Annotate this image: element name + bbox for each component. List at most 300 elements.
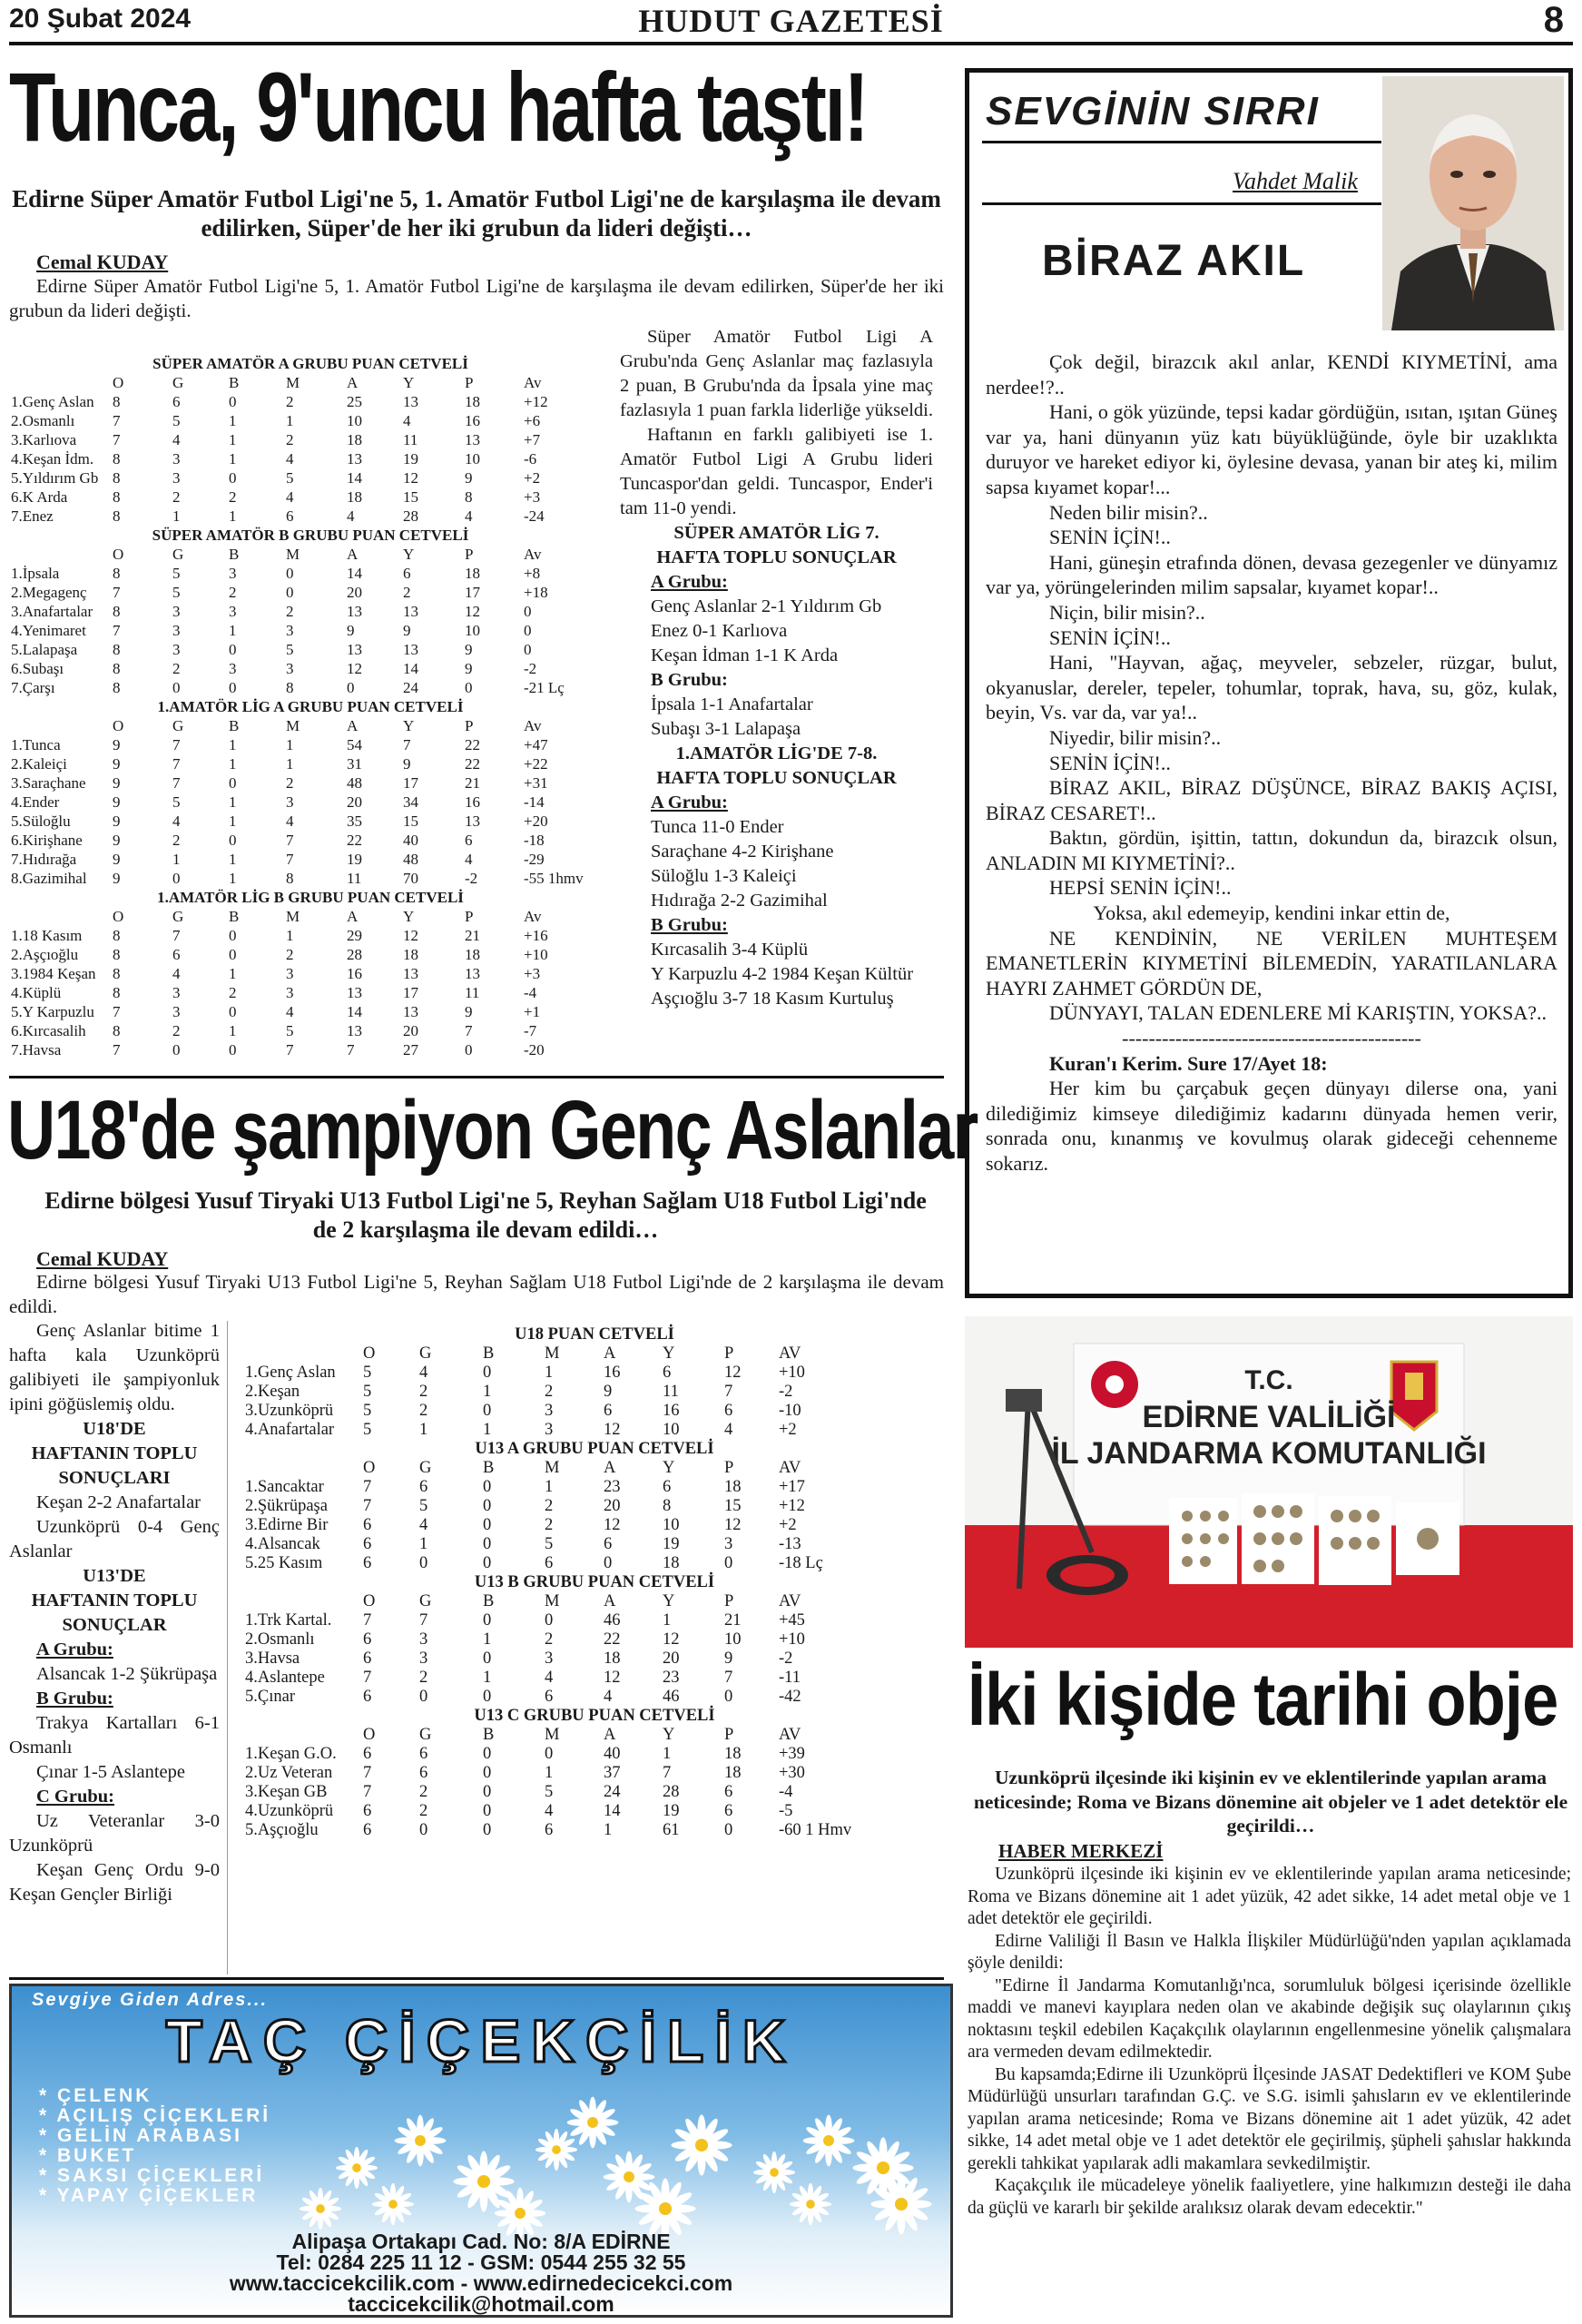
table-cell: 0 [172, 679, 181, 696]
table-cell: 6 [363, 1630, 372, 1649]
team-name: 1.Tunca [11, 736, 61, 753]
table-cell: 1 [229, 812, 237, 830]
article2-headline: U18'de şampiyon Genç Aslanlar [7, 1084, 978, 1177]
table-cell: 6 [724, 1402, 733, 1420]
team-name: 7.Çarşı [11, 679, 55, 696]
table-row [245, 1764, 944, 1783]
table-cell: +20 [524, 812, 548, 830]
table-cell: 3 [229, 565, 237, 582]
table-cell: -4 [779, 1783, 793, 1801]
standings-header-row [245, 1726, 944, 1745]
group-label: A Grubu: [651, 793, 728, 812]
table-cell: 9 [465, 469, 473, 487]
table-row [11, 564, 610, 583]
table-cell: 4 [286, 450, 294, 468]
table-cell: 9 [465, 660, 473, 677]
table-cell: 28 [347, 946, 362, 963]
table-cell: 10 [465, 450, 480, 468]
table-cell: 22 [347, 832, 362, 849]
bullet-icon: * [39, 2105, 57, 2126]
table-cell: 6 [724, 1802, 733, 1820]
table-cell: 40 [403, 832, 418, 849]
sign-line2: EDİRNE VALİLİĞİ [1142, 1400, 1396, 1434]
article1-p2: Haftanın en farklı galibiyeti ise 1. Amatör Futbol Ligi A Grubu lideri Tuncaspor'dan geldi. Tuncaspor, Ender'i tam 11-0 yendi. [620, 425, 933, 518]
result-line: Tunca 11-0 Ender [651, 817, 784, 837]
header-cell: P [465, 374, 474, 391]
table-cell: 5 [172, 412, 181, 429]
table-cell: -20 [524, 1041, 545, 1059]
table-cell: 6 [419, 1745, 428, 1763]
table-cell: 0 [483, 1821, 492, 1839]
table-cell: 0 [483, 1364, 492, 1382]
table-cell: 3 [229, 660, 237, 677]
table-cell: 20 [403, 1022, 418, 1039]
table-cell: 3 [545, 1649, 554, 1668]
ad-address: Alipaşa Ortakapı Cad. No: 8/A EDİRNE [291, 2230, 671, 2253]
group-label: A Grubu: [36, 1640, 113, 1659]
table-cell: 7 [113, 622, 121, 639]
table-cell: 0 [545, 1745, 554, 1763]
article1-body [620, 325, 933, 1011]
table-cell: 7 [419, 1611, 428, 1630]
header-cell: M [286, 546, 300, 563]
table-cell: 3 [724, 1535, 733, 1553]
table-cell: 1 [172, 507, 181, 525]
team-name: 1.Trk Kartal. [245, 1611, 332, 1630]
table-cell: -14 [524, 793, 545, 811]
table-cell: 18 [724, 1478, 742, 1496]
column-author: Vahdet Malik [1233, 168, 1358, 194]
table-cell: 9 [724, 1649, 733, 1668]
standings-title: SÜPER AMATÖR A GRUBU PUAN CETVELİ [152, 355, 468, 372]
table-row [11, 1002, 610, 1021]
ad-service-label: ÇELENK [57, 2085, 152, 2106]
table-cell: 16 [663, 1402, 680, 1420]
ad-name: TAÇ ÇİÇEKÇİLİK [165, 2007, 797, 2074]
table-cell: 8 [465, 488, 473, 506]
team-name: 7.Enez [11, 507, 54, 525]
table-cell: 5 [545, 1783, 554, 1801]
team-name: 7.Hıdırağa [11, 851, 77, 868]
column-paragraph: BİRAZ AKIL, BİRAZ DÜŞÜNCE, BİRAZ BAKIŞ AÇISI, BİRAZ CESARET!.. [986, 776, 1557, 824]
table-cell: 20 [347, 584, 362, 601]
table-row [11, 392, 610, 411]
header-cell: Av [524, 546, 542, 563]
table-cell: 7 [347, 1041, 355, 1059]
group-label: B Grubu: [36, 1689, 113, 1709]
table-cell: 2 [419, 1802, 428, 1820]
table-cell: 0 [724, 1821, 733, 1839]
ad-service-item [39, 2146, 270, 2166]
result-line: Keşan Genç Ordu 9-0 Keşan Gençler Birliği [9, 1860, 220, 1905]
table-cell: 13 [347, 984, 362, 1001]
results-title: SONUÇLAR [62, 1615, 167, 1635]
table-cell: 5 [172, 565, 181, 582]
table-cell: 3 [286, 622, 294, 639]
header-cell: M [545, 1459, 560, 1477]
column-title: SEVGİNİN SIRRI [986, 89, 1320, 133]
table-cell: 4 [545, 1669, 554, 1687]
table-cell: 7 [172, 774, 181, 792]
table-cell: 1 [483, 1421, 492, 1439]
table-cell: 0 [545, 1611, 554, 1630]
result-line: Enez 0-1 Karlıova [651, 621, 788, 641]
header-cell: AV [779, 1344, 801, 1363]
standings-header-row [11, 907, 610, 926]
bullet-icon: * [39, 2085, 58, 2106]
header-cell: B [229, 546, 240, 563]
article2-body [9, 1319, 220, 1907]
table-cell: 8 [113, 660, 121, 677]
table-cell: 2 [419, 1402, 428, 1420]
table-cell: 18 [347, 488, 362, 506]
table-cell: 4 [403, 412, 411, 429]
table-cell: 6 [363, 1535, 372, 1553]
section-divider [9, 1076, 944, 1078]
team-name: 8.Gazimihal [11, 870, 87, 887]
table-cell: 20 [663, 1649, 680, 1668]
header-cell: P [724, 1726, 734, 1744]
table-cell: 21 [465, 927, 480, 944]
table-cell: 2 [286, 946, 294, 963]
table-cell: 12 [604, 1669, 621, 1687]
table-row [245, 1402, 944, 1421]
article3-p4: Bu kapsamda;Edirne ili Uzunköprü İlçesinde JASAT Dedektifleri ve KOM Şube Müdürlüğü unsurları tarafından G.Ç. ve S.G. isimli şahısların ev ve eklentilerinde yapılan arama neticesinde; Roma ve Bizans dönemine ait 1 adet yüzük, 42 adet sikke, 14 adet metal obje ve 1 adet detektör ele geçirilmiş, şüpheli şahıslar hakkında gerekli tahkikat yapılarak adli makamlara sevkedilmiştir. [968, 2064, 1571, 2173]
table-cell: 13 [465, 812, 480, 830]
table-cell: 8 [113, 946, 121, 963]
confiscated-items-photo-icon [965, 1316, 1573, 1648]
table-cell: 16 [465, 793, 480, 811]
standings-title: U13 C GRUBU PUAN CETVELİ [474, 1707, 715, 1725]
section-divider [9, 1977, 944, 1980]
table-cell: 14 [403, 660, 418, 677]
article3-deck: Uzunköprü ilçesinde iki kişinin ev ve eklentilerinde yapılan arama neticesinde; Roma ve Bizans dönemine ait objeler ve 1 adet detektör ele geçirildi… [973, 1767, 1568, 1837]
table-cell: 18 [465, 565, 480, 582]
team-name: 5.Çınar [245, 1688, 295, 1706]
table-cell: 8 [113, 393, 121, 410]
table-cell: 22 [465, 755, 480, 773]
column-text [986, 350, 1557, 1177]
table-cell: 1 [229, 622, 237, 639]
table-cell: 13 [465, 431, 480, 448]
table-cell: 17 [465, 584, 480, 601]
table-cell: +30 [779, 1764, 805, 1782]
table-cell: +31 [524, 774, 548, 792]
table-cell: 3 [172, 984, 181, 1001]
table-cell: 7 [286, 1041, 294, 1059]
table-row [11, 754, 610, 773]
results-title: HAFTANIN TOPLU [31, 1590, 198, 1610]
article2-lead-text: Edirne bölgesi Yusuf Tiryaki U13 Futbol Ligi'ne 5, Reyhan Sağlam U18 Futbol Ligi'nde de 2 karşılaşma ile devam edildi. [9, 1271, 944, 1317]
table-cell: 11 [347, 870, 362, 887]
table-cell: 5 [545, 1535, 554, 1553]
table-cell: 5 [286, 469, 294, 487]
table-cell: 9 [403, 755, 411, 773]
table-cell: 8 [113, 984, 121, 1001]
table-cell: 2 [403, 584, 411, 601]
table-cell: 0 [524, 641, 532, 658]
table-row [245, 1421, 944, 1440]
table-cell: 13 [465, 965, 480, 982]
table-row [11, 983, 610, 1002]
header-cell: M [286, 374, 300, 391]
table-cell: 6 [419, 1478, 428, 1496]
table-row [11, 1021, 610, 1040]
page-header [9, 0, 1573, 45]
table-cell: -6 [524, 450, 537, 468]
table-cell: 8 [113, 679, 121, 696]
table-cell: 24 [604, 1783, 621, 1801]
table-cell: -29 [524, 851, 545, 868]
article2-p1: Genç Aslanlar bitime 1 hafta kala Uzunköprü galibiyeti ile şampiyonluk ipini göğüslemiş oldu. [9, 1321, 220, 1414]
standings-header-row [11, 545, 610, 564]
table-row [11, 678, 610, 697]
standings-title: SÜPER AMATÖR B GRUBU PUAN CETVELİ [152, 527, 469, 544]
table-cell: 17 [403, 984, 418, 1001]
table-cell: 0 [229, 1041, 237, 1059]
table-cell: 0 [483, 1611, 492, 1630]
results-title: HAFTA TOPLU SONUÇLAR [656, 768, 897, 788]
table-cell: 10 [663, 1516, 680, 1534]
table-cell: 9 [113, 793, 121, 811]
team-name: 1.Keşan G.O. [245, 1745, 337, 1763]
table-cell: 13 [403, 1003, 418, 1020]
header-cell: Y [663, 1344, 675, 1363]
table-cell: +2 [524, 469, 541, 487]
header-cell: G [172, 717, 184, 734]
table-cell: 6 [419, 1764, 428, 1782]
table-cell: 3 [172, 603, 181, 620]
column-paragraph: Niyedir, bilir misin?.. [1049, 725, 1222, 749]
table-row [11, 602, 610, 621]
group-label: A Grubu: [651, 572, 728, 592]
table-row [11, 468, 610, 487]
table-row [11, 430, 610, 449]
table-cell: 4 [419, 1364, 428, 1382]
team-name: 2.Şükrüpaşa [245, 1497, 328, 1515]
article3-p2: Edirne Valiliği İl Basın ve Halkla İlişkiler Müdürlüğü'nden yapılan açıklamada şöyle denildi: [968, 1931, 1571, 1973]
table-cell: 12 [465, 603, 480, 620]
table-cell: 19 [663, 1802, 680, 1820]
bullet-icon: * [39, 2185, 57, 2206]
team-name: 4.Ender [11, 793, 60, 811]
table-cell: 1 [663, 1745, 672, 1763]
table-cell: 0 [483, 1649, 492, 1668]
table-cell: 3 [545, 1402, 554, 1420]
table-cell: 0 [229, 1003, 237, 1020]
table-cell: 7 [113, 584, 121, 601]
table-cell: 1 [286, 927, 294, 944]
article3-p3: "Edirne İl Jandarma Komutanlığı'nca, sorumluluk bölgesi içerisinde özellikle maddi ve manevi kayıplara neden olan ve akabinde değişik suç olaylarının çıkış noktasını teşkil edebilen Kaçakçılık olaylarının engellenmesine yönelik çalışmalara ara vermeden devam edilmektedir. [968, 1975, 1571, 2062]
table-cell: +2 [779, 1421, 797, 1439]
table-cell: 0 [724, 1688, 733, 1706]
table-cell: -60 1 Hmv [779, 1821, 852, 1839]
table-cell: 3 [419, 1630, 428, 1649]
table-cell: 4 [419, 1516, 428, 1534]
table-cell: 0 [483, 1783, 492, 1801]
table-cell: -2 [779, 1383, 793, 1401]
table-cell: 0 [483, 1802, 492, 1820]
table-cell: 5 [172, 584, 181, 601]
table-cell: 3 [172, 1003, 181, 1020]
table-cell: 0 [229, 946, 237, 963]
article1-p1: Süper Amatör Futbol Ligi A Grubu'nda Genç Aslanlar maç fazlasıyla 2 puan, B Grubu'nda da İpsala yine maç fazlasıyla 1 puan farkla liderliğe yükseldi. [620, 327, 933, 420]
table-cell: +6 [524, 412, 541, 429]
table-cell: 7 [113, 412, 121, 429]
table-cell: 1 [229, 507, 237, 525]
team-name: 4.Uzunköprü [245, 1802, 334, 1820]
table-cell: 6 [545, 1554, 554, 1572]
team-name: 6.Subaşı [11, 660, 64, 677]
standings-header-row [245, 1344, 944, 1364]
table-cell: 6 [363, 1688, 372, 1706]
results-title: U18'DE [83, 1419, 146, 1439]
table-cell: 8 [113, 965, 121, 982]
table-cell: 6 [663, 1478, 672, 1496]
team-name: 4.Anafartalar [245, 1421, 335, 1439]
table-cell: 8 [113, 641, 121, 658]
table-cell: +7 [524, 431, 541, 448]
table-cell: 0 [172, 1041, 181, 1059]
ad-website[interactable]: www.taccicekcilik.com - www.edirnedecicekci.com [229, 2271, 733, 2295]
table-cell: 0 [483, 1764, 492, 1782]
table-cell: -11 [779, 1669, 801, 1687]
table-cell: 15 [403, 488, 418, 506]
page-number: 8 [1543, 0, 1564, 40]
header-cell: Y [663, 1592, 675, 1610]
table-row [245, 1497, 944, 1516]
table-cell: 9 [465, 1003, 473, 1020]
table-cell: 5 [363, 1364, 372, 1382]
table-cell: +39 [779, 1745, 805, 1763]
table-cell: 8 [663, 1497, 672, 1515]
table-cell: +3 [524, 488, 541, 506]
table-cell: 12 [663, 1630, 680, 1649]
header-cell: P [724, 1459, 734, 1477]
table-cell: 12 [604, 1516, 621, 1534]
table-cell: 70 [403, 870, 418, 887]
column-paragraph: Hani, o gök yüzünde, tepsi kadar gördüğün, ısıtan, ışıtan Güneş var ya, hani dünyanın yüz katı büyüklüğünde, öyle bir uzaklıkta duruyor ve hareket ediyor ki, öylesine devasa, yanan bir ateş ki, milim sapsa kıyamet kopar!... [986, 400, 1557, 498]
header-cell: G [419, 1344, 432, 1363]
table-cell: 3 [229, 603, 237, 620]
table-cell: 16 [347, 965, 362, 982]
table-row [11, 449, 610, 468]
table-cell: -13 [779, 1535, 801, 1553]
table-cell: 7 [403, 736, 411, 753]
team-name: 2.Osmanlı [11, 412, 75, 429]
header-cell: O [363, 1344, 376, 1363]
table-cell: 18 [724, 1745, 742, 1763]
table-cell: 2 [229, 984, 237, 1001]
table-cell: -18 [524, 832, 545, 849]
table-cell: 8 [113, 565, 121, 582]
table-cell: 13 [403, 603, 418, 620]
table-cell: 1 [229, 450, 237, 468]
result-line: Uzunköprü 0-4 Genç Aslanlar [9, 1517, 220, 1561]
result-line: Çınar 1-5 Aslantepe [36, 1762, 185, 1782]
table-cell: 0 [483, 1497, 492, 1515]
team-name: 5.Yıldırım Gb [11, 469, 99, 487]
header-cell: P [724, 1344, 734, 1363]
table-cell: 2 [286, 774, 294, 792]
table-row [11, 735, 610, 754]
table-cell: 0 [524, 622, 532, 639]
article1-lead [9, 274, 944, 323]
table-cell: 1 [663, 1611, 672, 1630]
table-cell: 12 [403, 927, 418, 944]
table-row [11, 869, 610, 888]
standings-header-row [245, 1459, 944, 1478]
table-cell: 0 [229, 927, 237, 944]
table-cell: 13 [347, 1022, 362, 1039]
result-line: Kırcasalih 3-4 Küplü [651, 940, 809, 960]
table-cell: 8 [113, 488, 121, 506]
table-row [11, 793, 610, 812]
team-name: 4.Alsancak [245, 1535, 320, 1553]
header-cell: Av [524, 374, 542, 391]
header-cell: A [347, 717, 359, 734]
table-row [245, 1821, 944, 1840]
table-row [245, 1745, 944, 1764]
header-cell: M [545, 1344, 560, 1363]
ad-email[interactable]: taccicekcilik@hotmail.com [348, 2292, 614, 2316]
table-cell: 18 [465, 946, 480, 963]
results-title: HAFTANIN TOPLU [31, 1443, 198, 1463]
table-cell: 4 [286, 1003, 294, 1020]
header-cell: A [604, 1344, 616, 1363]
article2-byline: Cemal KUDAY [36, 1247, 169, 1270]
table-cell: 7 [465, 1022, 473, 1039]
table-cell: +45 [779, 1611, 805, 1630]
header-cell: Y [403, 374, 415, 391]
table-cell: -7 [524, 1022, 537, 1039]
table-cell: 4 [286, 488, 294, 506]
result-line: Hıdırağa 2-2 Gazimihal [651, 891, 828, 911]
table-cell: 7 [663, 1764, 672, 1782]
team-name: 3.Havsa [245, 1649, 300, 1668]
table-cell: -2 [779, 1649, 793, 1668]
column-paragraph: Çok değil, birazcık akıl anlar, KENDİ KIYMETİNİ, ama nerdee!?.. [986, 350, 1557, 399]
table-row [245, 1478, 944, 1497]
table-cell: 18 [465, 393, 480, 410]
table-cell: 0 [229, 641, 237, 658]
table-cell: 6 [363, 1649, 372, 1668]
team-name: 2.Megagenç [11, 584, 87, 601]
header-cell: A [347, 908, 359, 925]
table-cell: 7 [724, 1383, 733, 1401]
table-cell: 6 [363, 1745, 372, 1763]
table-cell: -2 [465, 870, 478, 887]
table-cell: 2 [172, 1022, 181, 1039]
article3-p5: Kaçakçılık ile mücadeleye yönelik faaliyetlere, yine halkımızın desteği ile daha da güçlü ve kararlı bir şekilde aralıksız olarak devam edecektir." [968, 2176, 1571, 2218]
team-name: 6.Kirişhane [11, 832, 83, 849]
table-cell: 0 [229, 393, 237, 410]
column-paragraph: SENİN İÇİN!.. [1049, 625, 1171, 649]
header-cell: M [545, 1726, 560, 1744]
column-paragraph: DÜNYAYI, TALAN EDENLERE Mİ KARIŞTIN, YOKSA?.. [1049, 1001, 1548, 1025]
table-cell: 12 [724, 1364, 742, 1382]
table-cell: 20 [347, 793, 362, 811]
table-cell: 7 [363, 1611, 372, 1630]
header-cell: Y [403, 908, 415, 925]
table-row [11, 964, 610, 983]
table-cell: 4 [465, 507, 473, 525]
table-cell: 14 [604, 1802, 621, 1820]
table-cell: +10 [524, 946, 548, 963]
header-cell: A [604, 1592, 616, 1610]
table-cell: +8 [524, 565, 541, 582]
newspaper-name: HUDUT GAZETESİ [638, 3, 944, 39]
